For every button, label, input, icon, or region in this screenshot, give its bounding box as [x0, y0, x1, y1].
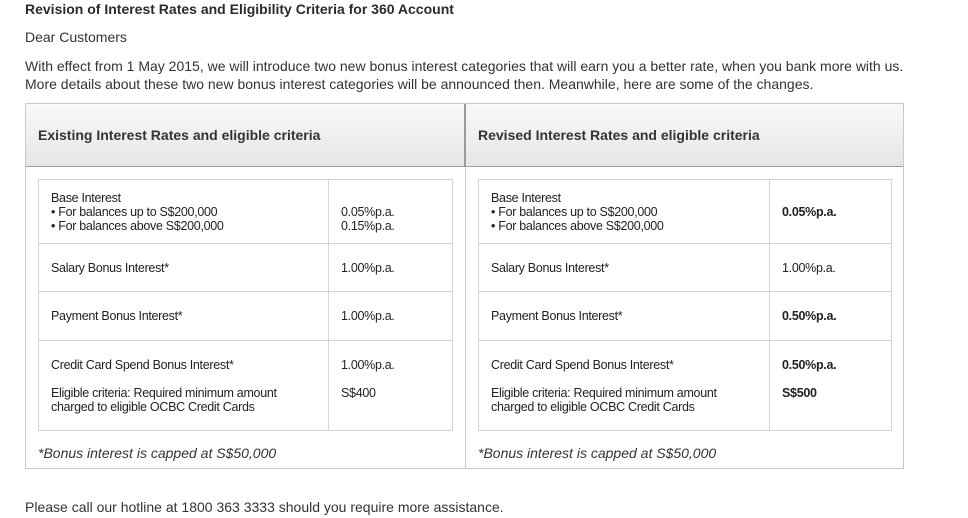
comparison-table: [25, 103, 904, 469]
salary-bonus-label: Salary Bonus Interest*: [491, 261, 609, 275]
credit-card-bonus-row-label-cell: [39, 341, 329, 430]
greeting: Dear Customers: [25, 29, 127, 45]
salary-bonus-rate: 1.00%p.a.: [782, 261, 836, 275]
credit-card-bonus-row: [39, 341, 452, 431]
eligible-criteria-line1: Eligible criteria: Required minimum amount: [491, 386, 717, 400]
eligible-min-amount: S$400: [341, 386, 376, 400]
salary-bonus-row: [39, 244, 452, 292]
base-rate-tier1: 0.05%p.a.: [341, 205, 395, 219]
base-interest-row-rate-cell: [329, 180, 452, 243]
existing-rates-table: [38, 179, 453, 431]
eligible-min-amount: S$500: [782, 386, 817, 400]
intro-paragraph: With effect from 1 May 2015, we will introduce two new bonus interest categories that will earn you a better rate, when you bank more with us. More details about these two new bonus interest categories will be announced then. Meanwhile, here are some of the changes.: [25, 58, 904, 92]
salary-bonus-label: Salary Bonus Interest*: [51, 261, 169, 275]
closing-text: Please call our hotline at 1800 363 3333 should you require more assistance.: [25, 499, 504, 515]
base-interest-row-rate-cell: [770, 180, 891, 243]
salary-bonus-row-label-cell: [39, 244, 329, 291]
base-interest-row-label-cell: [479, 180, 770, 243]
credit-card-bonus-label: Credit Card Spend Bonus Interest*: [491, 358, 674, 372]
eligible-criteria-line2: charged to eligible OCBC Credit Cards: [491, 400, 695, 414]
payment-bonus-row-label-cell: [479, 292, 770, 340]
payment-bonus-label: Payment Bonus Interest*: [51, 309, 183, 323]
salary-bonus-row-label-cell: [479, 244, 770, 291]
payment-bonus-row-rate-cell: [329, 292, 452, 340]
base-interest-label: Base Interest: [491, 191, 561, 205]
credit-card-bonus-row-rate-cell: [329, 341, 452, 430]
payment-bonus-row-rate-cell: [770, 292, 891, 340]
existing-heading: Existing Interest Rates and eligible criteria: [26, 104, 465, 167]
payment-bonus-rate: 0.50%p.a.: [782, 309, 837, 323]
page-title: Revision of Interest Rates and Eligibility Criteria for 360 Account: [25, 1, 454, 17]
salary-bonus-row-rate-cell: [329, 244, 452, 291]
credit-card-bonus-row: [479, 341, 891, 431]
revised-rates-table: [478, 179, 892, 431]
revised-heading: Revised Interest Rates and eligible criteria: [465, 104, 903, 167]
base-interest-label: Base Interest: [51, 191, 121, 205]
base-interest-row: [39, 180, 452, 244]
base-tier2-label: • For balances above S$200,000: [51, 219, 224, 233]
salary-bonus-row-rate-cell: [770, 244, 891, 291]
base-rate-tier2: 0.15%p.a.: [341, 219, 395, 233]
base-tier2-label: • For balances above S$200,000: [491, 219, 664, 233]
existing-column: [26, 104, 466, 468]
payment-bonus-row: [479, 292, 891, 341]
revised-footnote: *Bonus interest is capped at S$50,000: [478, 445, 717, 461]
payment-bonus-rate: 1.00%p.a.: [341, 309, 395, 323]
base-interest-row: [479, 180, 891, 244]
credit-card-bonus-row-rate-cell: [770, 341, 891, 430]
salary-bonus-rate: 1.00%p.a.: [341, 261, 395, 275]
base-tier1-label: • For balances up to S$200,000: [491, 205, 658, 219]
base-rate-value: 0.05%p.a.: [782, 205, 837, 219]
base-tier1-label: • For balances up to S$200,000: [51, 205, 218, 219]
eligible-criteria-line1: Eligible criteria: Required minimum amount: [51, 386, 277, 400]
base-interest-row-label-cell: [39, 180, 329, 243]
payment-bonus-row: [39, 292, 452, 341]
eligible-criteria-line2: charged to eligible OCBC Credit Cards: [51, 400, 255, 414]
salary-bonus-row: [479, 244, 891, 292]
revised-column: [466, 104, 903, 468]
credit-card-bonus-rate: 1.00%p.a.: [341, 358, 395, 372]
existing-footnote: *Bonus interest is capped at S$50,000: [38, 445, 277, 461]
credit-card-bonus-label: Credit Card Spend Bonus Interest*: [51, 358, 234, 372]
credit-card-bonus-row-label-cell: [479, 341, 770, 430]
payment-bonus-label: Payment Bonus Interest*: [491, 309, 623, 323]
payment-bonus-row-label-cell: [39, 292, 329, 340]
credit-card-bonus-rate: 0.50%p.a.: [782, 358, 837, 372]
